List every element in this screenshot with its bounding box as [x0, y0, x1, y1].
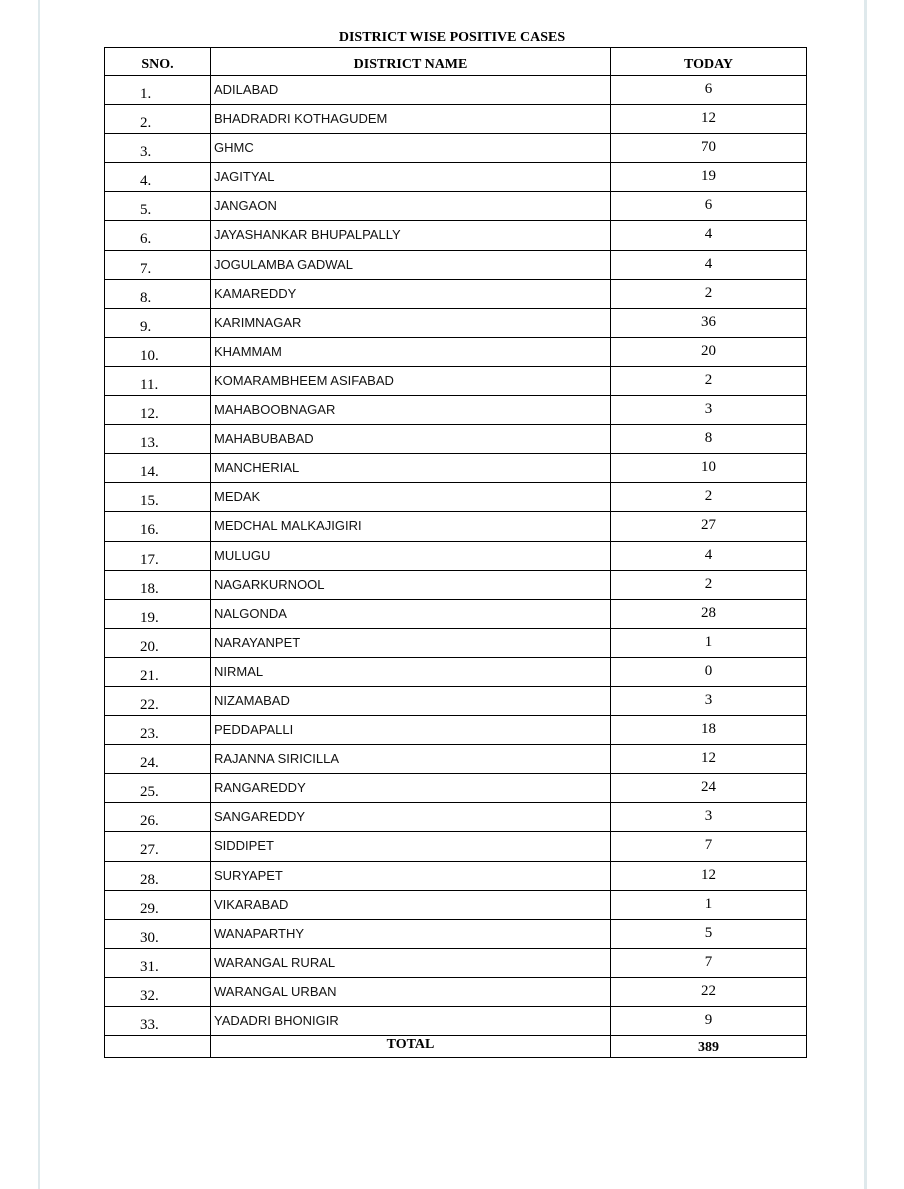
- today-cell: 3: [611, 687, 807, 715]
- today-cell: 36: [611, 309, 807, 337]
- today-cell: 12: [611, 745, 807, 773]
- today-cell: 28: [611, 600, 807, 628]
- sno-cell: 7.: [105, 251, 211, 279]
- table-row: [105, 483, 807, 512]
- table-row: [105, 949, 807, 978]
- header-row: [105, 48, 807, 76]
- district-name-cell: NIRMAL: [211, 658, 611, 686]
- today-cell: 3: [611, 396, 807, 424]
- total-label: TOTAL: [211, 1036, 611, 1057]
- sno-cell: 29.: [105, 891, 211, 919]
- table-row: [105, 309, 807, 338]
- sno-cell: 8.: [105, 280, 211, 308]
- table-row: [105, 978, 807, 1007]
- district-name-cell: MANCHERIAL: [211, 454, 611, 482]
- today-cell: 4: [611, 221, 807, 249]
- district-name-cell: JANGAON: [211, 192, 611, 220]
- today-cell: 4: [611, 542, 807, 570]
- district-name-cell: NIZAMABAD: [211, 687, 611, 715]
- district-name-cell: JOGULAMBA GADWAL: [211, 251, 611, 279]
- table-row: [105, 716, 807, 745]
- table-row: [105, 891, 807, 920]
- today-cell: 22: [611, 978, 807, 1006]
- district-name-cell: SURYAPET: [211, 862, 611, 890]
- table-row: [105, 367, 807, 396]
- today-cell: 8: [611, 425, 807, 453]
- table-row: [105, 512, 807, 541]
- sno-cell: 12.: [105, 396, 211, 424]
- sno-cell: 33.: [105, 1007, 211, 1035]
- district-name-cell: BHADRADRI KOTHAGUDEM: [211, 105, 611, 133]
- sno-cell: 20.: [105, 629, 211, 657]
- today-cell: 1: [611, 629, 807, 657]
- table-row: [105, 163, 807, 192]
- district-name-cell: GHMC: [211, 134, 611, 162]
- today-cell: 2: [611, 367, 807, 395]
- today-cell: 7: [611, 949, 807, 977]
- page-edge-left: [38, 0, 40, 1189]
- table-row: [105, 658, 807, 687]
- sno-cell: 3.: [105, 134, 211, 162]
- header-today: TODAY: [611, 48, 807, 75]
- table-row: [105, 425, 807, 454]
- district-name-cell: NARAYANPET: [211, 629, 611, 657]
- sno-cell: 15.: [105, 483, 211, 511]
- sno-cell: 19.: [105, 600, 211, 628]
- today-cell: 6: [611, 192, 807, 220]
- table-row: [105, 454, 807, 483]
- today-cell: 2: [611, 280, 807, 308]
- sno-cell: 32.: [105, 978, 211, 1006]
- today-cell: 20: [611, 338, 807, 366]
- sno-cell: 14.: [105, 454, 211, 482]
- today-cell: 18: [611, 716, 807, 744]
- today-cell: 19: [611, 163, 807, 191]
- sno-cell: 1.: [105, 76, 211, 104]
- district-name-cell: VIKARABAD: [211, 891, 611, 919]
- sno-cell: 4.: [105, 163, 211, 191]
- sno-cell: 2.: [105, 105, 211, 133]
- table-row: [105, 832, 807, 861]
- district-name-cell: MAHABOOBNAGAR: [211, 396, 611, 424]
- district-name-cell: MULUGU: [211, 542, 611, 570]
- table-row: [105, 251, 807, 280]
- table-title: DISTRICT WISE POSITIVE CASES: [338, 30, 566, 45]
- sno-cell: 25.: [105, 774, 211, 802]
- today-cell: 2: [611, 571, 807, 599]
- table-row: [105, 280, 807, 309]
- district-name-cell: JAGITYAL: [211, 163, 611, 191]
- district-name-cell: SANGAREDDY: [211, 803, 611, 831]
- header-sno: SNO.: [105, 48, 211, 75]
- table-row: [105, 571, 807, 600]
- sno-cell: 13.: [105, 425, 211, 453]
- sno-cell: 28.: [105, 862, 211, 890]
- today-cell: 4: [611, 251, 807, 279]
- table-row: [105, 629, 807, 658]
- district-name-cell: MEDCHAL MALKAJIGIRI: [211, 512, 611, 540]
- table-row: [105, 338, 807, 367]
- header-district-name: DISTRICT NAME: [211, 48, 611, 75]
- district-name-cell: MEDAK: [211, 483, 611, 511]
- sno-cell: 22.: [105, 687, 211, 715]
- table-row: [105, 76, 807, 105]
- today-cell: 27: [611, 512, 807, 540]
- district-name-cell: PEDDAPALLI: [211, 716, 611, 744]
- district-name-cell: KHAMMAM: [211, 338, 611, 366]
- today-cell: 3: [611, 803, 807, 831]
- district-name-cell: NALGONDA: [211, 600, 611, 628]
- district-name-cell: NAGARKURNOOL: [211, 571, 611, 599]
- sno-cell: 5.: [105, 192, 211, 220]
- sno-cell: 23.: [105, 716, 211, 744]
- district-name-cell: KAMAREDDY: [211, 280, 611, 308]
- table-row: [105, 862, 807, 891]
- sno-cell: 18.: [105, 571, 211, 599]
- district-name-cell: SIDDIPET: [211, 832, 611, 860]
- table-row: [105, 542, 807, 571]
- sno-cell: 21.: [105, 658, 211, 686]
- sno-cell: 17.: [105, 542, 211, 570]
- district-name-cell: RANGAREDDY: [211, 774, 611, 802]
- table-row: [105, 221, 807, 250]
- today-cell: 1: [611, 891, 807, 919]
- total-row: [105, 1036, 807, 1058]
- sno-cell: 26.: [105, 803, 211, 831]
- district-name-cell: KARIMNAGAR: [211, 309, 611, 337]
- district-name-cell: KOMARAMBHEEM ASIFABAD: [211, 367, 611, 395]
- total-empty-cell: [105, 1036, 211, 1057]
- today-cell: 12: [611, 105, 807, 133]
- today-cell: 5: [611, 920, 807, 948]
- table-row: [105, 745, 807, 774]
- today-cell: 7: [611, 832, 807, 860]
- today-cell: 12: [611, 862, 807, 890]
- sno-cell: 27.: [105, 832, 211, 860]
- sno-cell: 16.: [105, 512, 211, 540]
- cases-table: [104, 47, 807, 1058]
- district-name-cell: WANAPARTHY: [211, 920, 611, 948]
- table-row: [105, 774, 807, 803]
- table-row: [105, 803, 807, 832]
- sno-cell: 11.: [105, 367, 211, 395]
- today-cell: 2: [611, 483, 807, 511]
- sno-cell: 9.: [105, 309, 211, 337]
- sno-cell: 30.: [105, 920, 211, 948]
- district-name-cell: YADADRI BHONIGIR: [211, 1007, 611, 1035]
- today-cell: 0: [611, 658, 807, 686]
- table-body: [105, 76, 807, 1036]
- table-row: [105, 920, 807, 949]
- table-row: [105, 396, 807, 425]
- district-name-cell: WARANGAL URBAN: [211, 978, 611, 1006]
- table-row: [105, 134, 807, 163]
- sno-cell: 31.: [105, 949, 211, 977]
- sno-cell: 24.: [105, 745, 211, 773]
- today-cell: 6: [611, 76, 807, 104]
- sno-cell: 6.: [105, 221, 211, 249]
- district-name-cell: RAJANNA SIRICILLA: [211, 745, 611, 773]
- table-row: [105, 105, 807, 134]
- today-cell: 10: [611, 454, 807, 482]
- district-name-cell: MAHABUBABAD: [211, 425, 611, 453]
- total-value: 389: [611, 1036, 807, 1057]
- district-name-cell: WARANGAL RURAL: [211, 949, 611, 977]
- sno-cell: 10.: [105, 338, 211, 366]
- today-cell: 9: [611, 1007, 807, 1035]
- today-cell: 24: [611, 774, 807, 802]
- district-name-cell: ADILABAD: [211, 76, 611, 104]
- page-edge-right: [864, 0, 867, 1189]
- table-row: [105, 687, 807, 716]
- table-row: [105, 600, 807, 629]
- today-cell: 70: [611, 134, 807, 162]
- district-name-cell: JAYASHANKAR BHUPALPALLY: [211, 221, 611, 249]
- table-row: [105, 1007, 807, 1036]
- table-row: [105, 192, 807, 221]
